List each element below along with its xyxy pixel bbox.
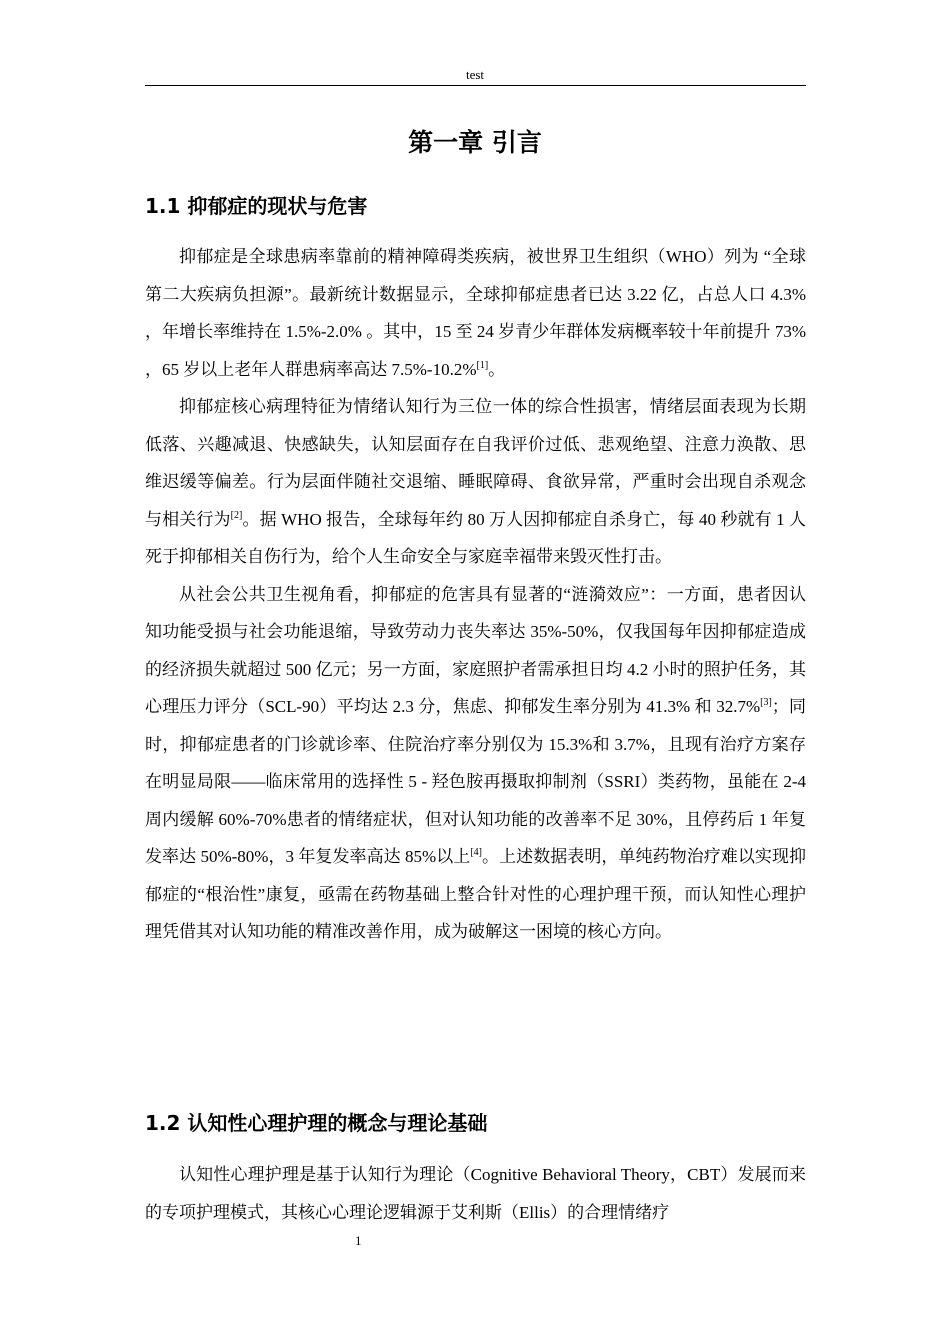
body-paragraph — [145, 1156, 806, 1231]
running-header: test — [465, 67, 485, 82]
section-heading-1-2: 1.2 认知性心理护理的概念与理论基础 — [145, 1111, 488, 1135]
page-number: 1 — [355, 1233, 362, 1248]
body-paragraph — [145, 238, 806, 388]
citation-marker: [4] — [470, 847, 482, 858]
citation-marker: [1] — [476, 359, 489, 371]
paragraph-text: 抑郁症是全球患病率靠前的精神障碍类疾病，被世界卫生组织（WHO）列为 “全球第二大疾病负担源”。最新统计数据显示，全球抑郁症患者已达 3.22 亿，占总人口 4.3% ，年增长率维持在 1.5%-2.0% 。其中，15 至 24 岁青少年群体发病概率较十年前提升 73% ，65 岁以上老年人群患病率高达 7.5%-10.2% — [145, 247, 806, 379]
section-heading-1-1: 1.1 抑郁症的现状与危害 — [145, 194, 368, 218]
paragraph-text: 。据 WHO 报告，全球每年约 80 万人因抑郁症自杀身亡，每 40 秒就有 1 人死于抑郁相关自伤行为，给个人生命安全与家庭幸福带来毁灭性打击。 — [145, 509, 806, 566]
citation-marker: [3] — [760, 697, 772, 708]
body-paragraph — [145, 388, 806, 576]
paragraph-text: 。 — [488, 359, 506, 379]
paragraph-text: 。上述数据表明，单纯药物治疗难以实现抑郁症的“根治性”康复，亟需在药物基础上整合针对性的心理护理干预，而认知性心理护理凭借其对认知功能的精准改善作用，成为破解这一困境的核心方向。 — [145, 847, 806, 941]
paragraph-text: 认知性心理护理是基于认知行为理论（Cognitive Behavioral Theory，CBT）发展而来的专项护理模式，其核心心理论逻辑源于艾利斯（Ellis）的合理情绪疗 — [145, 1165, 806, 1222]
header-rule — [145, 85, 806, 86]
chapter-title: 第一章 引言 — [408, 128, 542, 157]
citation-marker: [2] — [230, 509, 243, 521]
body-paragraph — [145, 576, 806, 951]
paragraph-text: 从社会公共卫生视角看，抑郁症的危害具有显著的“涟漪效应”：一方面，患者因认知功能受损与社会功能退缩，导致劳动力丧失率达 35%-50%，仅我国每年因抑郁症造成的经济损失就超过 500 亿元；另一方面，家庭照护者需承担日均 4.2 小时的照护任务，其心理压力评分（SCL-90）平均达 2.3 分，焦虑、抑郁发生率分别为 41.3% 和 32.7% — [145, 584, 806, 716]
paragraph-text: ；同时，抑郁症患者的门诊就诊率、住院治疗率分别仅为 15.3%和 3.7%，且现有治疗方案存在明显局限——临床常用的选择性 5 - 羟色胺再摄取抑制剂（SSRI）类药物，虽能在 2-4 周内缓解 60%-70%患者的情绪症状，但对认知功能的改善率不足 30%，且停药后 1 年复发率达 50%-80%，3 年复发率高达 85%以上 — [145, 697, 806, 866]
section-body-1-2 — [145, 1156, 806, 1231]
paragraph-text: 抑郁症核心病理特征为情绪认知行为三位一体的综合性损害，情绪层面表现为长期低落、兴趣减退、快感缺失，认知层面存在自我评价过低、悲观绝望、注意力涣散、思维迟缓等偏差。行为层面伴随社交退缩、睡眠障碍、食欲异常，严重时会出现自杀观念与相关行为 — [145, 397, 806, 529]
section-body-1-1 — [145, 238, 806, 951]
